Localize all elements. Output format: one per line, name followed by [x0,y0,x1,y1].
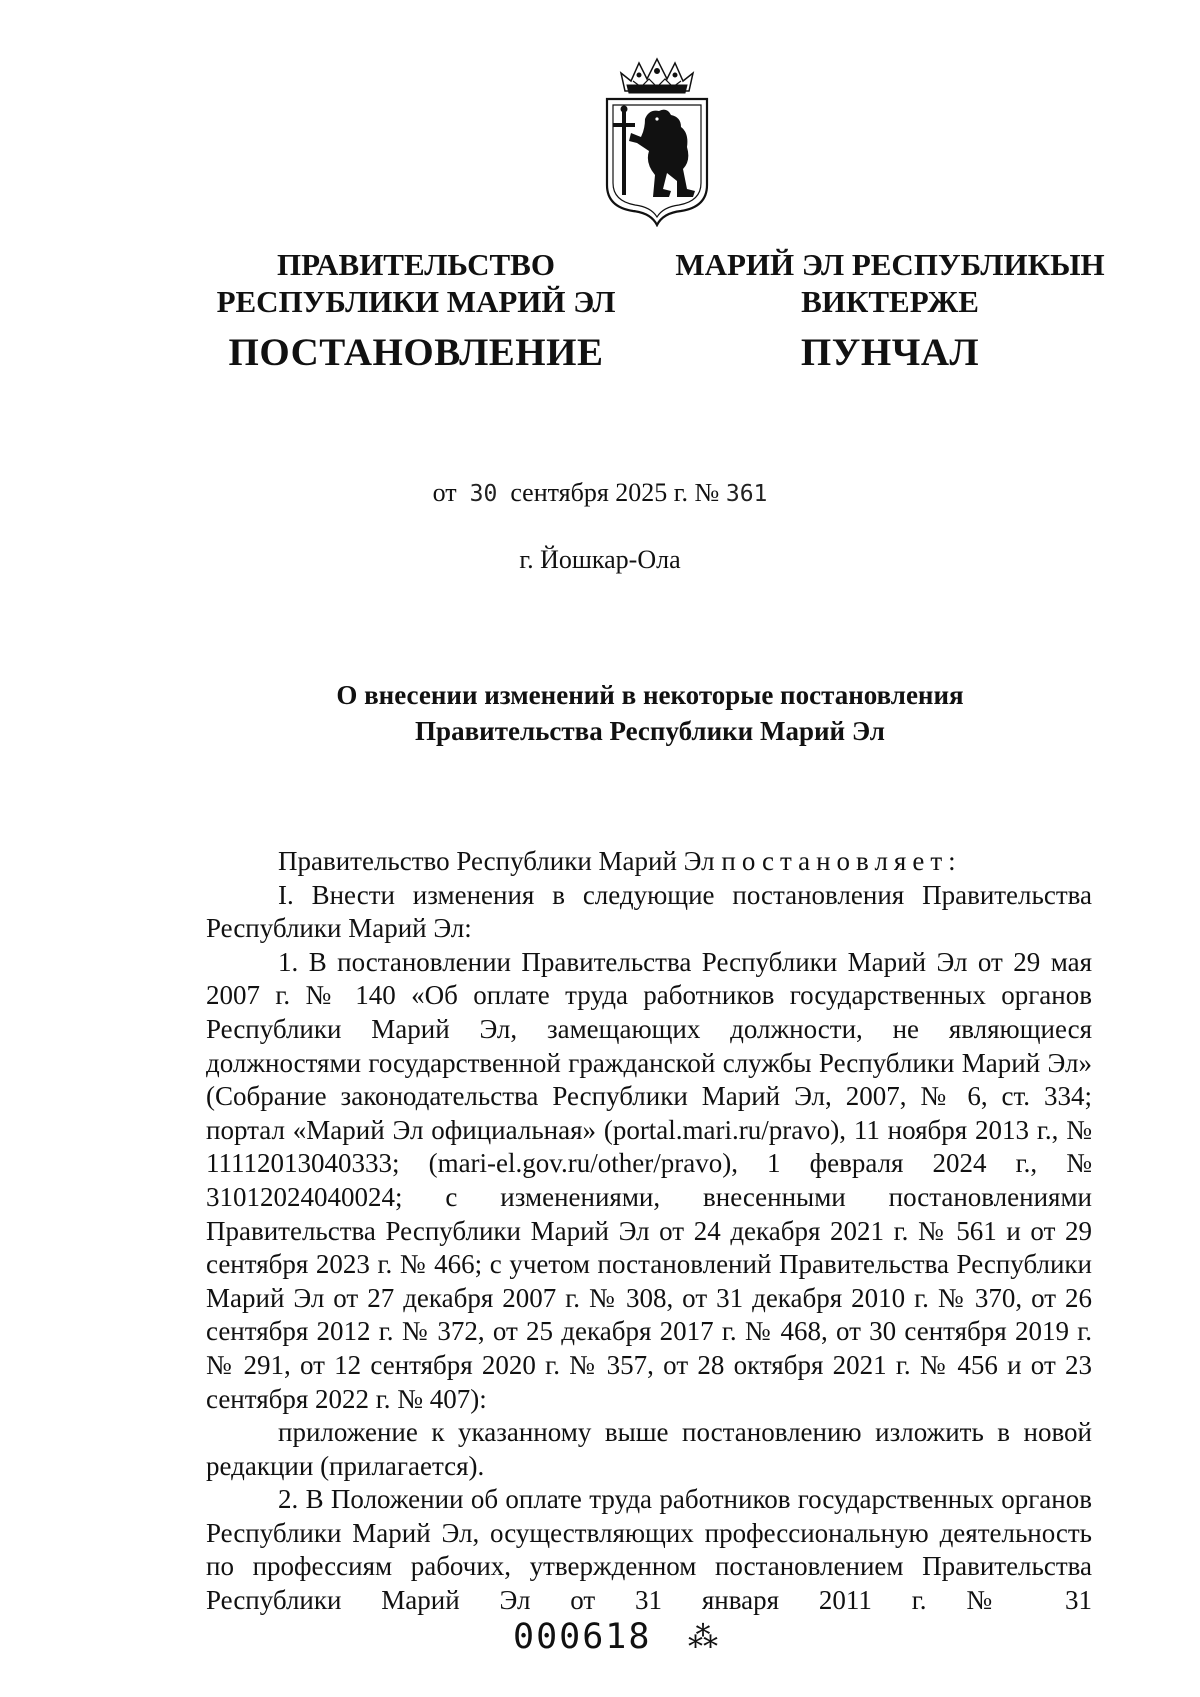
paragraph: 2. В Положении об оплате труда работников государственных органов Республики Марий Эл, осуществляющих профессиональную деятельность по профессиям рабочих, утвержденном постановлением Правительства Республики Марий Эл от 31 января 2011 г. № 31 [206,1484,1092,1616]
document-title [200,677,1100,749]
paragraph: I. Внести изменения в следующие постановления Правительства Республики Марий Эл: [206,879,1092,944]
asterism-mark: ⁂ [688,1621,718,1654]
paragraph-text: Правительство Республики Марий Эл [278,846,722,876]
paragraph: 1. В постановлении Правительства Республики Марий Эл от 29 мая 2007 г. № 140 «Об оплате труда работников государственных органов Республики Марий Эл, замещающих должности, не являющиеся должностями государственной гражданской службы Республики Марий Эл» (Собрание законодательства Республики Марий Эл, 2007, № 6, ст. 334; портал «Марий Эл официальная» (portal.mari.ru/pravo), 11 ноября 2013 г., № 11112013040333; (mari-el.gov.ru/other/pravo), 1 февраля 2024 г., № 31012024040024; с изменениями, внесенными постановлениями Правительства Республики Марий Эл от 24 декабря 2021 г. № 561 и от 29 сентября 2023 г. № 466; с учетом постановлений Правительства Республики Марий Эл от 27 декабря 2007 г. № 308, от 31 декабря 2010 г. № 370, от 26 сентября 2012 г. № 372, от 25 декабря 2017 г. № 468, от 30 сентября 2019 г. № 291, от 12 сентября 2020 г. № 357, от 28 октября 2021 г. № 456 и от 23 сентября 2022 г. № 407): [206,946,1092,1414]
title-line: О внесении изменений в некоторые постановления [336,680,964,710]
org-name-line: ВИКТЕРЖЕ [801,284,979,320]
doc-type: ПОСТАНОВЛЕНИЕ [228,331,604,375]
org-name-line: РЕСПУБЛИКИ МАРИЙ ЭЛ [216,284,616,320]
serial-number: 000618 [513,1617,652,1657]
date-month-year: сентября 2025 г. № [510,478,720,507]
paragraph [206,845,1092,879]
coat-of-arms-icon [601,57,713,227]
doc-type: ПУНЧАЛ [800,331,980,375]
org-name-line: ПРАВИТЕЛЬСТВО [277,247,555,282]
city: г. Йошкар-Ола [519,545,681,574]
header-right [670,246,1110,377]
paragraph: приложение к указанному выше постановлению изложить в новой редакции (прилагается). [206,1417,1092,1481]
title-line: Правительства Республики Марий Эл [415,716,885,746]
date-prefix: от [432,478,457,507]
header-left [206,246,626,377]
document-body [206,845,1092,1618]
date-day: 30 [469,481,498,507]
org-name-line: МАРИЙ ЭЛ РЕСПУБЛИКЫН [675,247,1105,282]
doc-number: 361 [725,481,768,507]
resolution-word: постановляет: [721,846,962,876]
date-line [0,478,1200,508]
